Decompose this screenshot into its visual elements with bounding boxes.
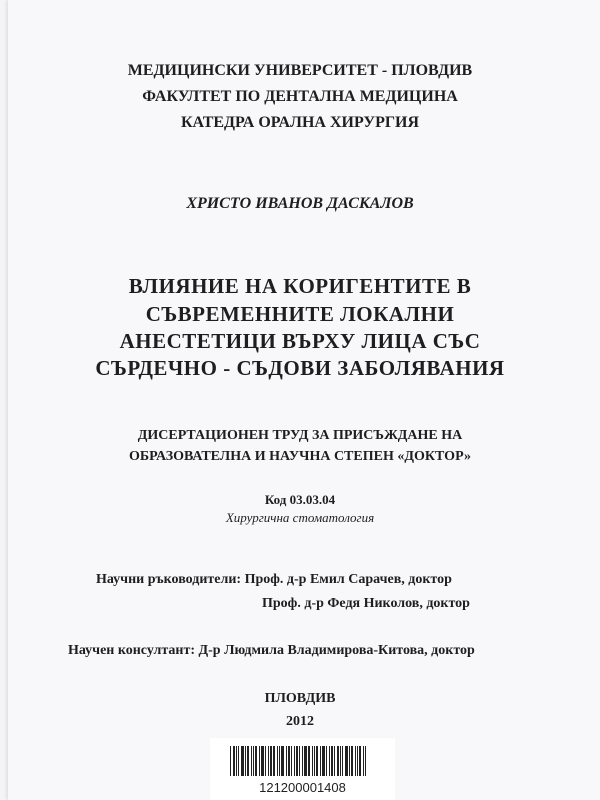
consultant: Научен консултант: Д-р Людмила Владимирова-Китова, доктор bbox=[68, 643, 475, 658]
barcode-bar bbox=[365, 746, 366, 776]
faculty-name: ФАКУЛТЕТ ПО ДЕНТАЛНА МЕДИЦИНА bbox=[142, 88, 458, 105]
barcode-bar bbox=[286, 746, 287, 776]
barcode-bar bbox=[296, 746, 298, 776]
title-line-2: СЪВРЕМЕННИТЕ ЛОКАЛНИ bbox=[145, 302, 455, 326]
barcode-bar bbox=[345, 746, 348, 776]
barcode-bar bbox=[259, 746, 260, 776]
barcode-bar bbox=[342, 746, 343, 776]
barcode-bar bbox=[334, 746, 335, 776]
barcode-bar bbox=[363, 746, 364, 776]
barcode-bar bbox=[273, 746, 275, 776]
barcode-bar bbox=[277, 746, 278, 776]
barcode-bar bbox=[299, 746, 300, 776]
barcode-bar bbox=[233, 746, 235, 776]
supervisors: Научни ръководители: Проф. д-р Емил Сарачев, доктор bbox=[96, 572, 452, 587]
barcode-number: 121200001408 bbox=[259, 780, 346, 795]
barcode-bar bbox=[270, 746, 272, 776]
barcode-bar bbox=[247, 746, 249, 776]
specialty-code: Код 03.03.04 bbox=[264, 492, 336, 507]
barcode-bar bbox=[268, 746, 269, 776]
university-name: МЕДИЦИНСКИ УНИВЕРСИТЕТ - ПЛОВДИВ bbox=[127, 62, 473, 79]
author-name: ХРИСТО ИВАНОВ ДАСКАЛОВ bbox=[186, 195, 414, 212]
barcode-bar bbox=[355, 746, 356, 776]
barcode-bar bbox=[255, 746, 257, 776]
barcode-bar bbox=[337, 746, 339, 776]
barcode-bar bbox=[241, 746, 244, 776]
barcode-bar bbox=[316, 746, 318, 776]
supervisor-second: Проф. д-р Федя Николов, доктор bbox=[262, 596, 470, 611]
barcode-bar bbox=[279, 746, 280, 776]
city: ПЛОВДИВ bbox=[264, 691, 336, 706]
barcode-bar bbox=[253, 746, 254, 776]
barcode-bar bbox=[230, 746, 231, 776]
barcode-bar bbox=[320, 746, 321, 776]
barcode-bar bbox=[349, 746, 350, 776]
barcode-bar bbox=[357, 746, 358, 776]
barcode-bar bbox=[291, 746, 292, 776]
title-line-3: АНЕСТЕТИЦИ ВЪРХУ ЛИЦА СЪС bbox=[119, 329, 481, 353]
title-line-1: ВЛИЯНИЕ НА КОРИГЕНТИТЕ В bbox=[128, 274, 472, 298]
barcode-bar bbox=[251, 746, 252, 776]
barcode-bar bbox=[329, 746, 330, 776]
barcode-bar bbox=[265, 746, 266, 776]
barcode-bar bbox=[326, 746, 327, 776]
barcode-bars bbox=[230, 746, 380, 776]
barcode-bar bbox=[351, 746, 353, 776]
barcode-bar bbox=[294, 746, 295, 776]
barcode-bar bbox=[359, 746, 361, 776]
barcode-bar bbox=[340, 746, 341, 776]
degree-line-1: ДИСЕРТАЦИОНЕН ТРУД ЗА ПРИСЪЖДАНЕ НА bbox=[137, 428, 463, 443]
barcode-bar bbox=[245, 746, 246, 776]
barcode-bar bbox=[281, 746, 284, 776]
year: 2012 bbox=[286, 714, 314, 729]
barcode-bar bbox=[236, 746, 237, 776]
barcode-bar bbox=[261, 746, 264, 776]
title-line-4: СЪРДЕЧНО - СЪДОВИ ЗАБОЛЯВАНИЯ bbox=[95, 356, 505, 380]
barcode-bar bbox=[314, 746, 315, 776]
barcode-bar bbox=[288, 746, 290, 776]
barcode-bar bbox=[312, 746, 313, 776]
barcode-label bbox=[210, 738, 395, 800]
barcode-bar bbox=[308, 746, 310, 776]
specialty-name: Хирургична стоматология bbox=[225, 510, 375, 525]
degree-line-2: ОБРАЗОВАТЕЛНА И НАУЧНА СТЕПЕН «ДОКТОР» bbox=[129, 449, 471, 464]
barcode-bar bbox=[238, 746, 239, 776]
barcode-bar bbox=[322, 746, 325, 776]
department-name: КАТЕДРА ОРАЛНА ХИРУРГИЯ bbox=[180, 114, 420, 131]
barcode-bar bbox=[304, 746, 307, 776]
barcode-bar bbox=[331, 746, 333, 776]
barcode-bar bbox=[302, 746, 303, 776]
